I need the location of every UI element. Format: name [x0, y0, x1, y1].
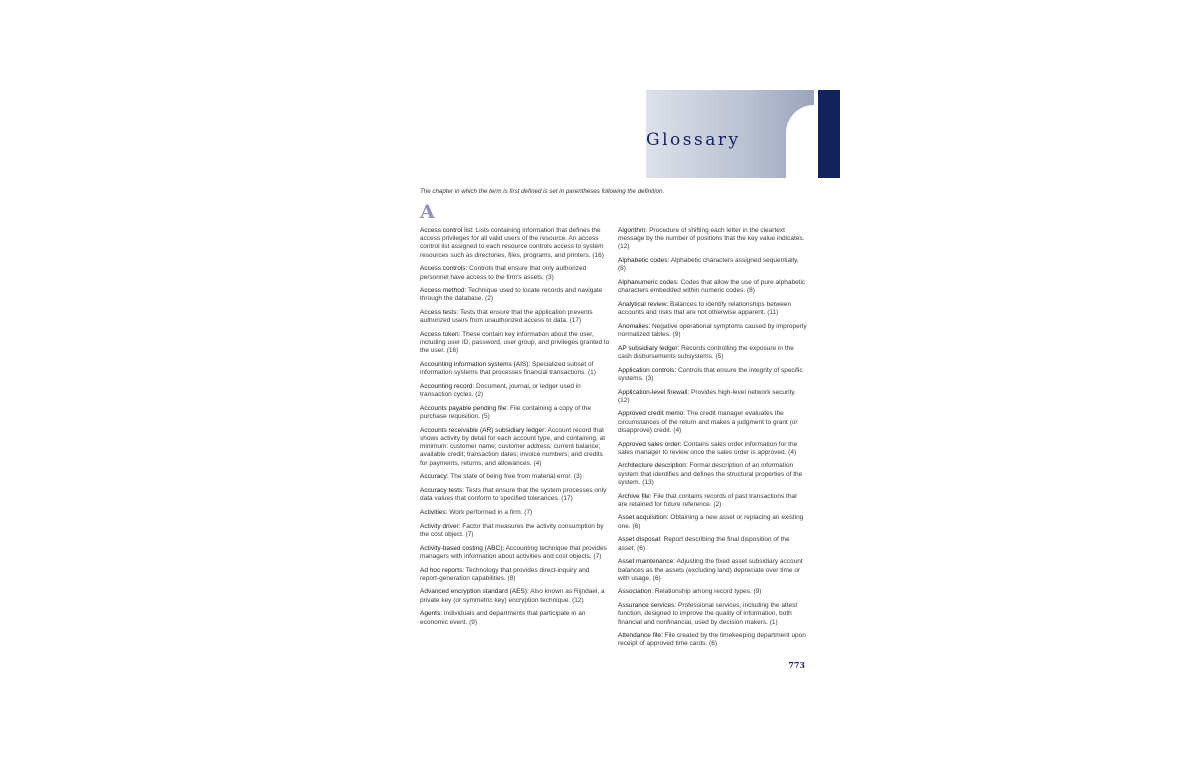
glossary-term: Algorithm: [618, 227, 648, 234]
glossary-entry [618, 493, 808, 509]
glossary-entry [618, 410, 808, 435]
glossary-entry [618, 257, 808, 273]
glossary-term: Alphanumeric codes: [618, 279, 679, 287]
glossary-definition: Factor that measures the activity consumption by the cost object. (7) [420, 522, 604, 538]
glossary-definition: File that contains records of past transactions that are retained for future reference. (2) [618, 492, 797, 508]
glossary-definition: Report describing the final disposition of the asset. (6) [618, 536, 790, 552]
glossary-definition: These contain key information about the user, including user ID, password, user group, and privileges granted to the user. (16) [420, 331, 610, 355]
glossary-term: Accuracy: [420, 473, 449, 481]
glossary-entry [420, 509, 610, 517]
left-column [420, 227, 610, 632]
glossary-entry [618, 441, 808, 457]
glossary-term: Accounting record: [420, 383, 475, 391]
glossary-term: Approved credit memo: [618, 410, 686, 418]
glossary-term: Asset acquisition: [618, 514, 669, 522]
glossary-entry [618, 632, 808, 648]
glossary-entry [618, 323, 808, 339]
section-letter: A [420, 201, 435, 223]
glossary-entry [618, 462, 808, 487]
glossary-entry [420, 227, 610, 260]
glossary-definition: Alphabetic characters assigned sequentially. (8) [618, 257, 799, 273]
glossary-term: AP subsidiary ledger: [618, 344, 680, 352]
glossary-term: Activity-based costing (ABC): [420, 544, 505, 552]
glossary-definition: Technology that provides direct-inquiry and report-generation capabilities. (8) [420, 566, 590, 582]
glossary-entry [420, 545, 610, 561]
glossary-definition: Also known as Rijndael, a private key (or symmetric key) encryption technique. (12) [420, 588, 605, 604]
glossary-definition: Negative operational symptoms caused by improperly normalized tables. (9) [618, 322, 807, 339]
glossary-term: Accounts payable pending file: [420, 404, 509, 412]
glossary-definition: File created by the timekeeping department upon receipt of approved time cards. (6) [618, 632, 806, 648]
glossary-term: Anomalies: [618, 322, 651, 330]
glossary-definition: Controls that ensure that only authorized personnel have access to the firm's assets. (3) [420, 265, 587, 281]
glossary-entry [618, 558, 808, 583]
page-title: Glossary [646, 130, 741, 150]
glossary-definition: The credit manager evaluates the circumstances of the return and makes a judgment to grant (or disapprove) credit. (4) [618, 410, 798, 434]
glossary-entry [420, 610, 610, 626]
glossary-definition: Contains sales order information for the sales manager to review once the sales order is approved. (4) [618, 440, 798, 456]
glossary-entry [420, 331, 610, 356]
glossary-entry [420, 309, 610, 325]
glossary-term: Activities: [420, 508, 448, 516]
glossary-entry [618, 301, 808, 317]
glossary-entry [618, 514, 808, 530]
glossary-term: Access tests: [420, 309, 459, 317]
glossary-term: Access method: [420, 287, 467, 295]
glossary-term: Application controls: [618, 366, 677, 374]
glossary-term: Advanced encryption standard (AES): [420, 588, 529, 596]
page-number: 773 [788, 660, 805, 670]
glossary-entry [618, 389, 808, 405]
glossary-term: Alphabetic codes: [618, 257, 670, 265]
glossary-definition: Formal description of an information system that identifies and defines the structural properties of the system. (13) [618, 462, 803, 486]
glossary-term: Application-level firewall: [618, 388, 690, 396]
glossary-definition: Tests that ensure that the system processes only data values that conform to specified tolerances. (17) [420, 487, 607, 503]
glossary-definition: Codes that allow the use of pure alphabetic characters embedded within numeric codes. (8) [618, 279, 806, 295]
glossary-definition: Adjusting the fixed asset subsidiary account balances as the assets (excluding land) depreciate over time or with usage. (6) [618, 558, 803, 582]
glossary-definition: Controls that ensure the integrity of specific systems. (3) [618, 366, 803, 382]
glossary-term: Association: [618, 588, 654, 596]
glossary-term: Attendance file: [618, 632, 663, 640]
glossary-entry [420, 405, 610, 421]
glossary-entry [618, 345, 808, 361]
glossary-definition: Obtaining a new asset or replacing an existing one. (6) [618, 514, 804, 530]
intro-note: The chapter in which the term is first defined is set in parentheses following the definition. [420, 188, 665, 195]
glossary-term: Activity driver: [420, 522, 461, 530]
glossary-term: Analytical review: [618, 300, 669, 308]
glossary-term: Access token: [420, 331, 461, 339]
glossary-definition: Tests that ensure that the application prevents authorized users from unauthorized access to data. (17) [420, 309, 593, 325]
glossary-entry [420, 287, 610, 303]
glossary-entry [618, 536, 808, 552]
glossary-entry [420, 473, 610, 481]
glossary-definition: Document, journal, or ledger used in transaction cycles. (2) [420, 383, 581, 399]
glossary-term: Access control list: [420, 227, 474, 234]
glossary-definition: Professional services, including the attest function, designed to improve the quality of information, both financial and nonfinancial, used by decision makers. (1) [618, 602, 798, 626]
glossary-term: Accounts receivable (AR) subsidiary ledger: [420, 426, 547, 434]
glossary-term: Ad hoc reports: [420, 566, 465, 574]
glossary-term: Access controls: [420, 265, 468, 273]
glossary-definition: Balances to identify relationships between accounts and risks that are not otherwise apparent. (11) [618, 300, 792, 317]
glossary-definition: Lists containing information that defines the access privileges for all valid users of the resource. An access control list assigned to each resource controls access to system resources such as directories, files, programs, and printers. (16) [420, 227, 604, 259]
glossary-entry [618, 367, 808, 383]
glossary-entry [618, 227, 808, 252]
banner-accent-bar [818, 90, 840, 178]
glossary-definition: Procedure of shifting each letter in the cleartext message by the number of positions that the key value indicates. (12) [618, 227, 805, 251]
glossary-entry [420, 588, 610, 604]
glossary-entry [420, 361, 610, 377]
glossary-entry [420, 265, 610, 281]
glossary-definition: The state of being free from material error. (3) [450, 473, 582, 481]
glossary-entry [420, 383, 610, 399]
glossary-term: Approved sales order: [618, 440, 682, 448]
right-column [618, 227, 808, 654]
glossary-term: Asset disposal: [618, 536, 662, 544]
glossary-term: Archive file: [618, 492, 652, 500]
glossary-definition: Accounting technique that provides managers with information about activities and cost objects. (7) [420, 544, 607, 560]
glossary-definition: Records controlling the exposure in the cash disbursements subsystems. (5) [618, 344, 794, 360]
glossary-definition: Account record that shows activity by detail for each account type, and containing, at minimum: customer name; customer address; current balance; available credit; transaction dates; invoice numbers; and credits for payments, returns, and allowances. (4) [420, 426, 605, 467]
glossary-term: Asset maintenance: [618, 558, 676, 566]
glossary-definition: Relationship among record types. (9) [654, 588, 762, 596]
glossary-term: Accounting information systems (AIS): [420, 361, 531, 369]
glossary-entry [618, 602, 808, 627]
glossary-entry [618, 279, 808, 295]
glossary-definition: Individuals and departments that participate in an economic event. (9) [420, 610, 586, 626]
glossary-term: Agents: [420, 610, 443, 618]
glossary-entry [420, 487, 610, 503]
glossary-term: Architecture description: [618, 462, 688, 470]
glossary-definition: File containing a copy of the purchase requisition. (5) [420, 404, 591, 421]
glossary-definition: Specialized subset of information systems that processes financial transactions. (1) [420, 361, 596, 377]
banner-curve [786, 105, 818, 178]
glossary-term: Accuracy tests: [420, 487, 465, 495]
glossary-entry [618, 588, 808, 596]
glossary-definition: Work performed in a firm. (7) [449, 508, 533, 516]
glossary-term: Assurance services: [618, 602, 677, 610]
glossary-entry [420, 523, 610, 539]
glossary-definition: Technique used to locate records and navigate through the database. (2) [420, 287, 603, 303]
glossary-definition: Provides high-level network security. (12) [618, 388, 796, 404]
glossary-entry [420, 567, 610, 583]
glossary-entry [420, 427, 610, 468]
